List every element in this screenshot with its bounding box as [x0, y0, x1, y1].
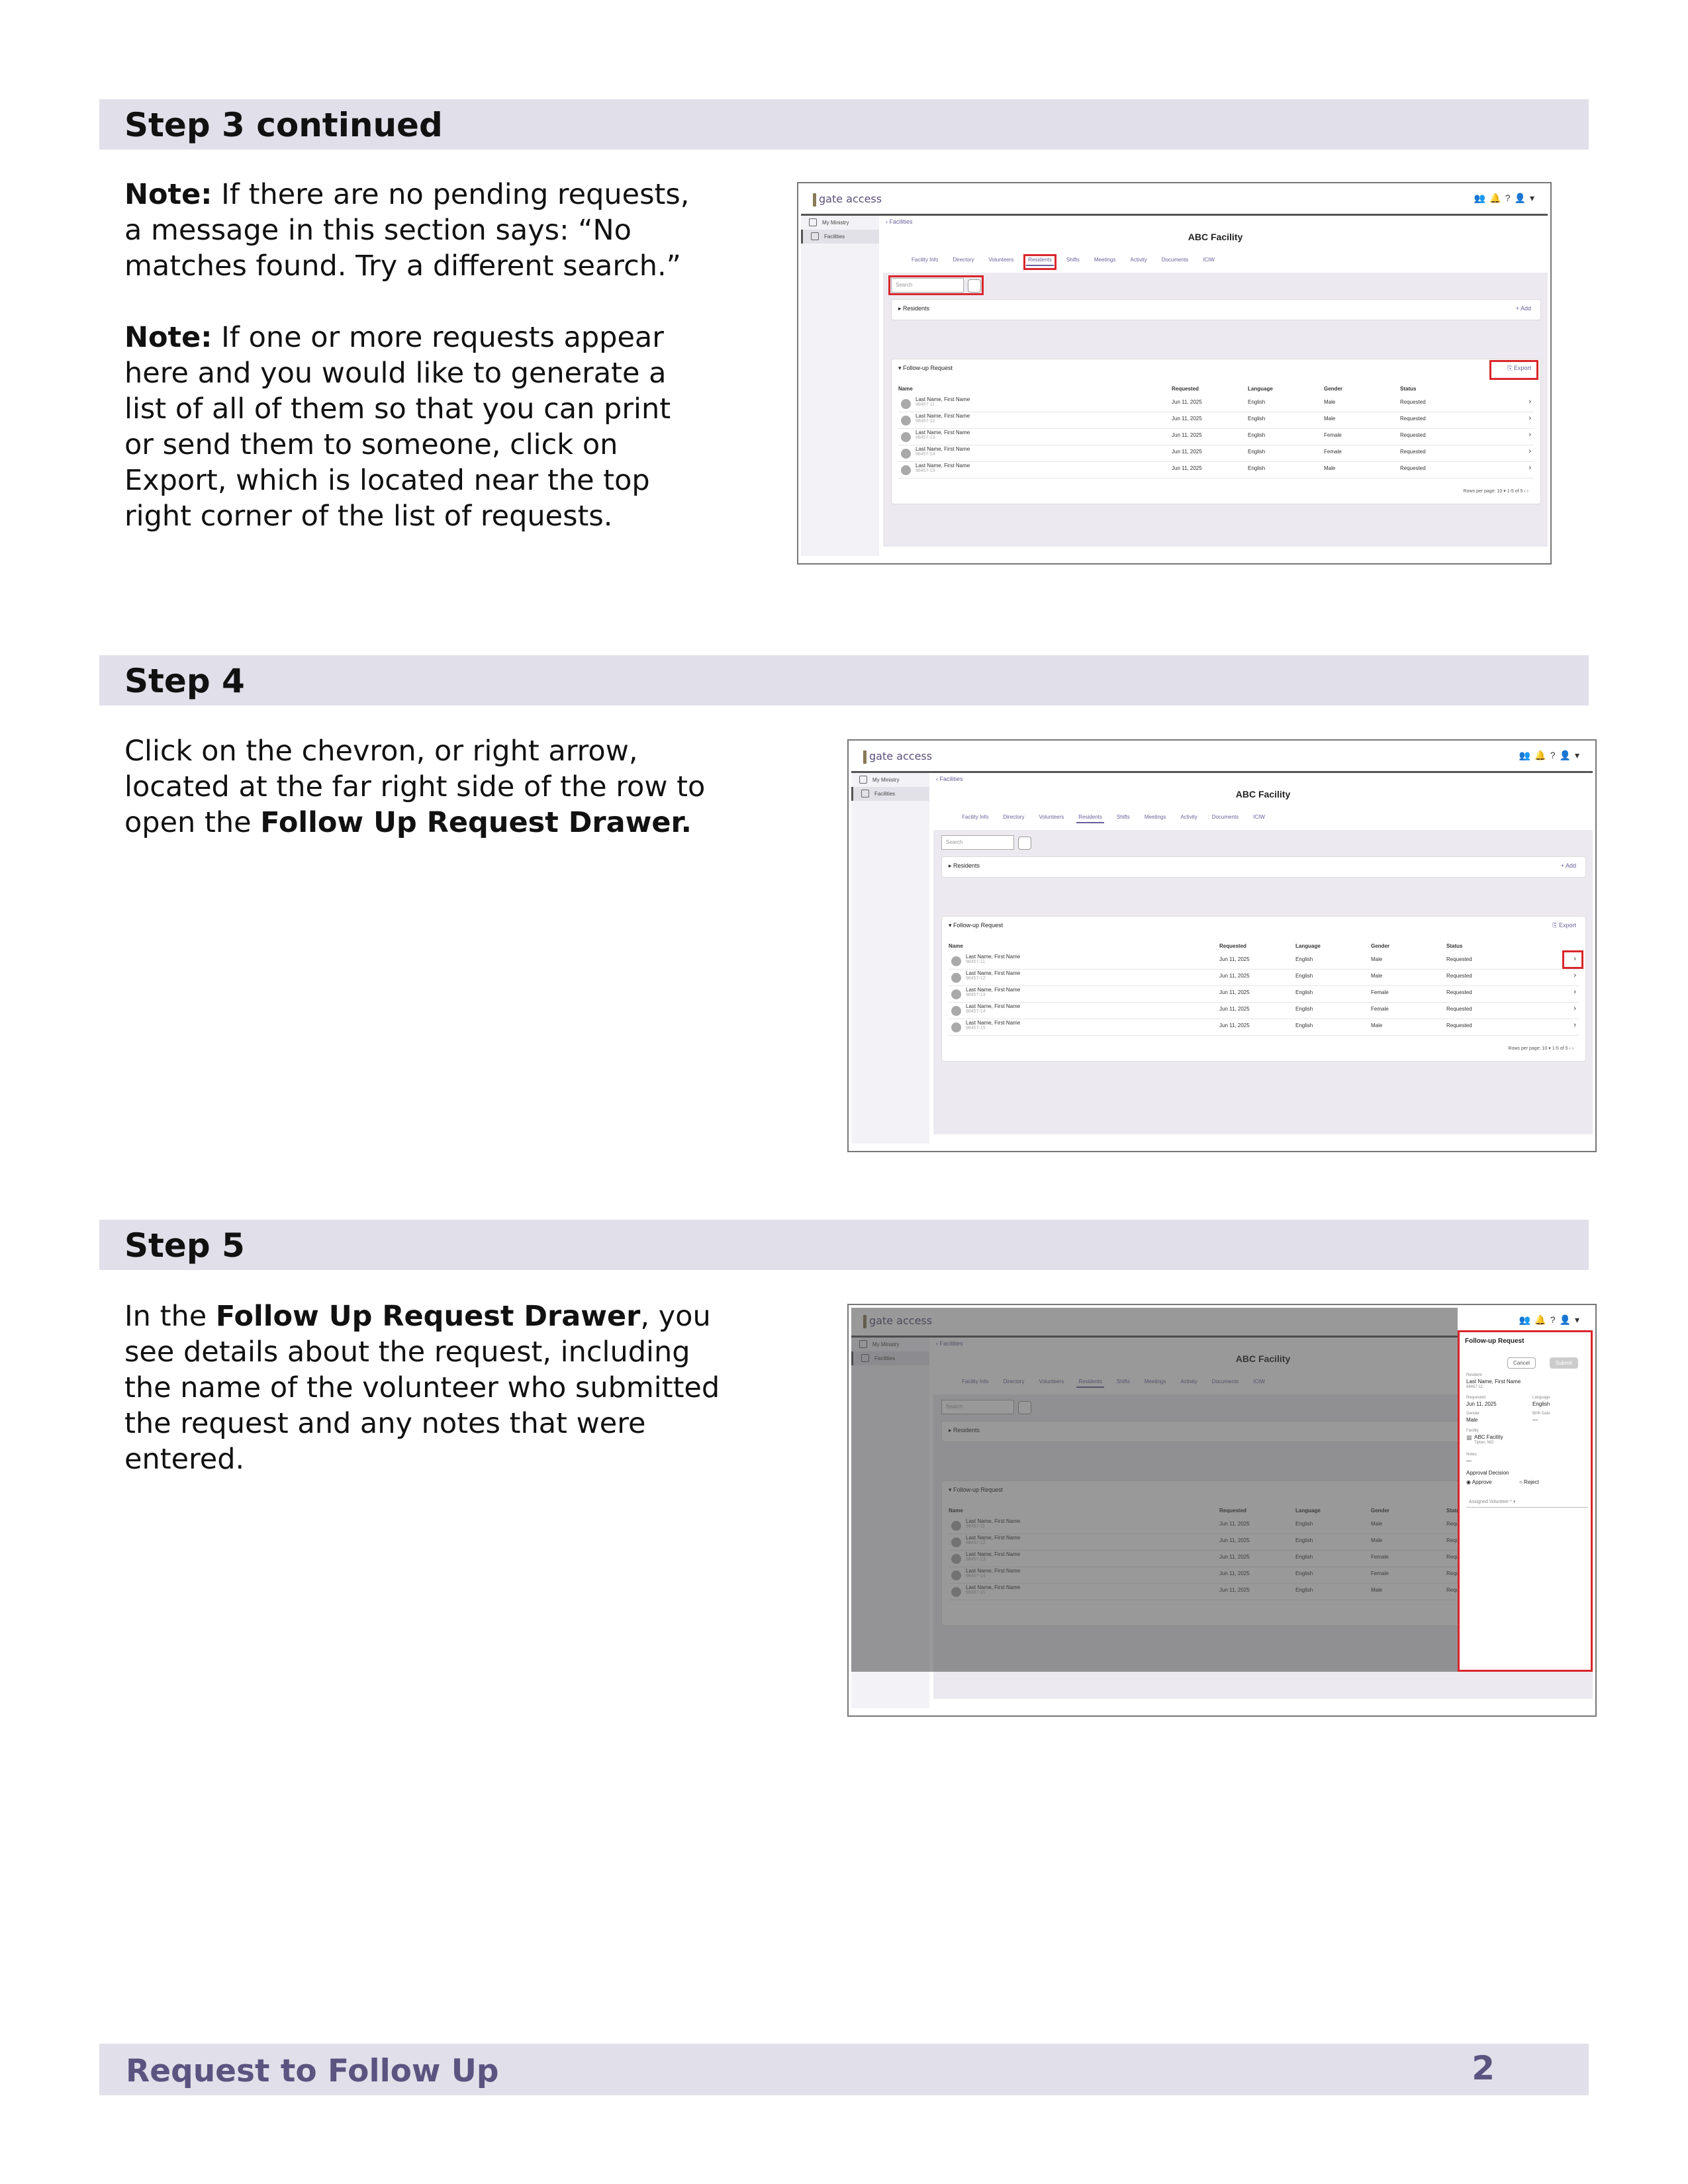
avatar-icon [951, 1023, 961, 1032]
highlight-search [888, 275, 984, 295]
step4-body [124, 733, 707, 876]
table-row[interactable] [898, 461, 1534, 478]
content-area [883, 273, 1548, 547]
resident-id: 98457-13 [966, 993, 986, 997]
cell-language: English [1295, 1006, 1313, 1012]
step5-body [124, 1298, 720, 1513]
step3-note1 [124, 177, 707, 284]
chevron-right-icon[interactable]: › [1573, 955, 1576, 963]
cell-language: English [1248, 432, 1266, 438]
cell-language: English [1295, 1023, 1313, 1028]
avatar-icon [951, 956, 961, 966]
tab-facility-info[interactable]: Facility Info [962, 814, 989, 820]
rows-per-page-select[interactable]: 10 ▾ [1542, 1046, 1552, 1051]
resident-id: 98457-14 [915, 452, 935, 457]
app-topbar [801, 186, 1548, 216]
add-button[interactable]: + Add [1560, 862, 1576, 869]
app-sidebar [851, 773, 929, 1144]
facility-title: ABC Facility [1188, 232, 1243, 242]
cell-requested: Jun 11, 2025 [1219, 973, 1250, 979]
cell-gender: Male [1324, 465, 1336, 471]
tab-meetings[interactable]: Meetings [1094, 257, 1116, 263]
table-row[interactable] [949, 969, 1579, 986]
help-icon[interactable]: ? [1550, 750, 1560, 760]
cell-language: English [1248, 465, 1266, 471]
cancel-button[interactable]: Cancel [1507, 1357, 1536, 1369]
residents-card [941, 856, 1586, 878]
residents-card [891, 299, 1541, 320]
step5-heading: Step 5 [124, 1226, 245, 1265]
highlight-export [1489, 360, 1538, 380]
cell-requested: Jun 11, 2025 [1219, 1006, 1250, 1012]
chevron-right-icon[interactable]: › [1528, 414, 1531, 422]
cell-requested: Jun 11, 2025 [1219, 956, 1250, 962]
avatar-icon [901, 432, 911, 442]
assigned-volunteer-select[interactable]: Assigned Volunteer * ▾ [1466, 1496, 1588, 1508]
building-icon: ▦ [1466, 1434, 1472, 1441]
sidebar-item-label: Facilities [824, 234, 845, 240]
breadcrumb[interactable]: ‹ Facilities [936, 776, 963, 782]
cell-status: Requested [1400, 449, 1426, 455]
sidebar-item-facilities[interactable] [851, 787, 929, 801]
column-header-requested: Requested [1219, 943, 1246, 949]
step3-header-band [99, 99, 1589, 150]
drawer-language-label: Language [1532, 1396, 1550, 1400]
column-header-name: Name [949, 943, 963, 949]
cell-gender: Male [1371, 1023, 1383, 1028]
bell-icon[interactable]: 🔔 [1534, 750, 1550, 760]
step5-text-plain-after: , you see details about the request, including the name of the volunteer who submitted the request and any notes that were entered. [124, 1300, 720, 1476]
table-row[interactable] [949, 952, 1579, 970]
cell-gender: Male [1371, 956, 1383, 962]
drawer-facility-value: ABC Facility [1474, 1434, 1503, 1440]
step4-text-plain: Click on the chevron, or right arrow, located at the far right side of the row to open the [124, 735, 706, 839]
chevron-right-icon[interactable]: › [1573, 972, 1576, 979]
chevron-right-icon[interactable]: › [1573, 988, 1576, 996]
sidebar-item-facilities[interactable] [801, 230, 879, 244]
avatar-icon [901, 416, 911, 426]
step5-text-plain: In the [124, 1300, 216, 1333]
resident-name: Last Name, First Name 98457-11 [915, 396, 970, 407]
app-sidebar [801, 216, 879, 556]
cell-status: Requested [1446, 989, 1472, 995]
cell-gender: Male [1324, 416, 1336, 422]
rows-per-page-select[interactable]: 10 ▾ [1497, 489, 1507, 494]
chevron-right-icon[interactable]: › [1573, 1021, 1576, 1029]
table-row[interactable] [898, 428, 1534, 445]
cell-gender: Female [1371, 989, 1389, 995]
tab-documents[interactable]: Documents [1211, 814, 1239, 820]
cell-requested: Jun 11, 2025 [1219, 1023, 1250, 1028]
cell-language: English [1295, 989, 1313, 995]
chevron-right-icon[interactable]: › [1528, 447, 1531, 455]
cell-language: English [1295, 956, 1313, 962]
sidebar-item-label: My Ministry [872, 777, 900, 783]
column-header-status: Status [1400, 386, 1417, 392]
step5-header-band [99, 1220, 1589, 1270]
search-input[interactable]: Search [941, 835, 1014, 850]
sidebar-item-label: My Ministry [822, 220, 849, 226]
tab-iciw[interactable]: ICIW [1203, 257, 1215, 263]
followup-drawer [1458, 1330, 1593, 1672]
sidebar-item-my-ministry[interactable] [851, 773, 929, 787]
app-window [851, 743, 1593, 1148]
pagination-range: 1-5 of 5 ‹ › [1552, 1046, 1573, 1051]
column-header-requested: Requested [1172, 386, 1199, 392]
step4-text-bold: Follow Up Request Drawer. [260, 806, 692, 839]
resident-name: Last Name, First Name 98457-14 [915, 446, 970, 457]
drawer-approval-decision-label: Approval Decision [1466, 1470, 1509, 1476]
tab-shifts[interactable]: Shifts [1116, 814, 1130, 820]
note-text: If there are no pending requests, a message in this section says: “No matches found. Try a different search.” [124, 178, 690, 283]
app-main [883, 216, 1548, 556]
modal-overlay [851, 1308, 1458, 1672]
resident-name: Last Name, First Name 98457-15 [915, 463, 970, 473]
drawer-notes-value: — [1466, 1458, 1472, 1464]
note-text: If one or more requests appear here and you would like to generate a list of all of them so that you can print or send them to someone, click on Export, which is located near the top right corner of the list of requests. [124, 321, 671, 533]
cell-gender: Female [1324, 449, 1342, 455]
cell-requested: Jun 11, 2025 [1172, 399, 1202, 405]
reject-radio[interactable]: ○ Reject [1519, 1479, 1539, 1485]
cell-requested: Jun 11, 2025 [1219, 989, 1250, 995]
step3-heading: Step 3 continued [124, 106, 443, 144]
bell-icon[interactable]: 🔔 [1534, 1314, 1550, 1325]
step3-note2 [124, 320, 707, 534]
tab-residents[interactable]: Residents [1076, 812, 1104, 823]
cell-gender: Male [1324, 399, 1336, 405]
table-row[interactable] [949, 1019, 1579, 1036]
table-row[interactable] [949, 985, 1579, 1003]
pagination [1509, 1046, 1573, 1051]
app-window [801, 186, 1548, 561]
chevron-right-icon[interactable]: › [1528, 398, 1531, 406]
tab-bar [960, 814, 1278, 820]
resident-id: 98457-15 [966, 1026, 986, 1030]
pagination-range: 1-5 of 5 ‹ › [1507, 489, 1528, 494]
cell-requested: Jun 11, 2025 [1172, 432, 1202, 438]
cell-requested: Jun 11, 2025 [1172, 465, 1202, 471]
avatar-icon [901, 465, 911, 475]
residents-header[interactable]: ▸ Residents [898, 305, 930, 312]
drawer-language-value: English [1532, 1401, 1550, 1407]
tab-shifts[interactable]: Shifts [1066, 257, 1080, 263]
step4-header-band [99, 655, 1589, 705]
users-icon[interactable]: 👥 [1474, 193, 1490, 203]
avatar-icon [901, 449, 911, 459]
screenshot-step5 [847, 1304, 1597, 1717]
cell-status: Requested [1446, 1006, 1472, 1012]
cell-language: English [1248, 399, 1266, 405]
breadcrumb[interactable]: ‹ Facilities [886, 218, 913, 225]
column-header-name: Name [898, 386, 913, 392]
drawer-gender-label: Gender [1466, 1412, 1480, 1416]
rows-per-page-label: Rows per page: [1463, 489, 1497, 494]
app-logo [813, 193, 882, 206]
top-icon-group [1519, 1314, 1583, 1326]
bell-icon[interactable]: 🔔 [1489, 193, 1505, 203]
content-area [933, 830, 1593, 1134]
add-button[interactable]: + Add [1515, 305, 1531, 312]
resident-name: Last Name, First Name 98457-12 [966, 970, 1021, 981]
tab-directory[interactable]: Directory [1003, 814, 1025, 820]
export-button[interactable]: ⎘ Export [1552, 922, 1576, 929]
column-header-language: Language [1295, 943, 1321, 949]
resident-id: 98457-14 [966, 1009, 986, 1014]
help-icon[interactable]: ? [1550, 1314, 1560, 1325]
cell-status: Requested [1446, 1023, 1472, 1028]
drawer-requested-value: Jun 11, 2025 [1466, 1401, 1497, 1407]
drawer-birth-date-value: — [1532, 1417, 1538, 1423]
tab-directory[interactable]: Directory [953, 257, 974, 263]
followup-header[interactable]: ▾ Follow-up Request [898, 365, 953, 371]
resident-name: Last Name, First Name 98457-12 [915, 413, 970, 424]
facility-icon [811, 232, 819, 240]
drawer-title: Follow-up Request [1465, 1338, 1524, 1345]
drawer-birth-date-label: Birth Date [1532, 1412, 1550, 1416]
logo-mark-icon [863, 751, 867, 764]
cell-status: Requested [1400, 416, 1426, 422]
column-header-gender: Gender [1371, 943, 1390, 949]
tab-activity[interactable]: Activity [1180, 814, 1197, 820]
export-button[interactable]: ⎘ Export [1507, 365, 1531, 371]
app-topbar [851, 743, 1593, 773]
sidebar-item-label: Facilities [874, 791, 896, 797]
drawer-resident-value: Last Name, First Name [1466, 1379, 1521, 1385]
screenshot-step3 [797, 182, 1552, 565]
tab-residents[interactable]: Residents [1026, 255, 1054, 266]
search-icon[interactable] [1018, 837, 1031, 850]
tab-meetings[interactable]: Meetings [1144, 814, 1166, 820]
top-icon-group [1474, 193, 1538, 204]
resident-id: 98457-11 [915, 402, 935, 407]
drawer-facility-city: Tipton, MO [1474, 1441, 1494, 1445]
note-label: Note: [124, 178, 212, 211]
step3-body [124, 177, 707, 570]
table-row[interactable] [898, 395, 1534, 412]
tab-bar [910, 257, 1227, 263]
column-header-status: Status [1446, 943, 1463, 949]
facility-title: ABC Facility [1235, 789, 1291, 799]
tab-volunteers[interactable]: Volunteers [988, 257, 1014, 263]
tab-documents[interactable]: Documents [1161, 257, 1189, 263]
cell-status: Requested [1446, 973, 1472, 979]
highlight-chevron [1562, 950, 1583, 969]
note-label: Note: [124, 321, 212, 354]
app-logo [863, 750, 932, 764]
cell-status: Requested [1446, 956, 1472, 962]
table-row[interactable] [898, 412, 1534, 429]
cell-status: Requested [1400, 432, 1426, 438]
resident-name: Last Name, First Name 98457-11 [966, 954, 1021, 964]
step5-text-bold: Follow Up Request Drawer [215, 1300, 641, 1333]
page-number: 2 [1472, 2049, 1495, 2087]
column-header-language: Language [1248, 386, 1273, 392]
cell-language: English [1248, 416, 1266, 422]
ministry-icon [809, 218, 817, 226]
avatar-icon [951, 973, 961, 983]
logo-text: gate access [869, 750, 933, 762]
drawer-resident-label: Resident [1466, 1373, 1482, 1377]
facility-icon [861, 790, 869, 797]
column-header-gender: Gender [1324, 386, 1343, 392]
resident-id: 98457-13 [915, 435, 935, 440]
drawer-resident-id: 98457-11 [1466, 1385, 1483, 1389]
rows-per-page-label: Rows per page: [1508, 1046, 1542, 1051]
help-icon[interactable]: ? [1505, 193, 1515, 203]
users-icon[interactable]: 👥 [1519, 750, 1535, 760]
drawer-facility-label: Facility [1466, 1429, 1479, 1433]
highlight-residents-tab [1023, 254, 1056, 270]
logo-text: gate access [819, 193, 882, 205]
account-icon[interactable]: 👤▾ [1559, 1314, 1583, 1325]
drawer-gender-value: Male [1466, 1417, 1478, 1423]
account-icon[interactable]: 👤▾ [1559, 750, 1583, 760]
footer-band [99, 2044, 1589, 2095]
drawer-requested-label: Requested [1466, 1396, 1486, 1400]
search-input[interactable]: Search [891, 278, 964, 293]
followup-header[interactable]: ▾ Follow-up Request [949, 922, 1004, 929]
followup-card [941, 916, 1586, 1062]
ministry-icon [859, 776, 867, 784]
table-row[interactable] [898, 445, 1534, 462]
app-main [933, 773, 1593, 1144]
cell-gender: Female [1371, 1006, 1389, 1012]
avatar-icon [951, 1006, 961, 1016]
chevron-right-icon[interactable]: › [1528, 431, 1531, 439]
account-icon[interactable]: 👤▾ [1514, 193, 1538, 203]
screenshot-step4 [847, 739, 1597, 1152]
approve-radio[interactable]: ◉ Approve [1466, 1479, 1492, 1485]
users-icon[interactable]: 👥 [1519, 1314, 1535, 1325]
footer-title: Request to Follow Up [126, 2053, 499, 2089]
cell-gender: Female [1324, 432, 1342, 438]
tab-iciw[interactable]: ICIW [1253, 814, 1265, 820]
sidebar-item-my-ministry[interactable] [801, 216, 879, 230]
resident-id: 98457-12 [966, 976, 986, 981]
cell-language: English [1295, 973, 1313, 979]
cell-gender: Male [1371, 973, 1383, 979]
chevron-right-icon[interactable]: › [1528, 464, 1531, 472]
cell-requested: Jun 11, 2025 [1172, 449, 1202, 455]
resident-name: Last Name, First Name 98457-14 [966, 1003, 1021, 1014]
chevron-right-icon[interactable]: › [1573, 1005, 1576, 1013]
avatar-icon [951, 989, 961, 999]
cell-requested: Jun 11, 2025 [1172, 416, 1202, 422]
resident-id: 98457-11 [966, 960, 986, 964]
avatar-icon [901, 399, 911, 409]
step4-heading: Step 4 [124, 662, 245, 700]
step4-text [124, 733, 707, 841]
resident-name: Last Name, First Name 98457-13 [966, 987, 1021, 997]
cell-status: Requested [1400, 399, 1426, 405]
resident-id: 98457-15 [915, 469, 935, 473]
step5-text [124, 1298, 720, 1477]
tab-volunteers[interactable]: Volunteers [1039, 814, 1064, 820]
residents-header[interactable]: ▸ Residents [949, 862, 980, 869]
drawer-notes-label: Notes [1466, 1453, 1477, 1457]
tab-activity[interactable]: Activity [1130, 257, 1147, 263]
top-icon-group [1519, 750, 1583, 761]
resident-name: Last Name, First Name 98457-15 [966, 1020, 1021, 1030]
pagination [1464, 488, 1528, 494]
followup-card [891, 359, 1541, 504]
resident-name: Last Name, First Name 98457-13 [915, 430, 970, 440]
resident-id: 98457-12 [915, 419, 935, 424]
cell-language: English [1248, 449, 1266, 455]
submit-button[interactable]: Submit [1550, 1357, 1578, 1369]
logo-mark-icon [813, 193, 816, 206]
table-row[interactable] [949, 1002, 1579, 1019]
tab-facility-info[interactable]: Facility Info [912, 257, 939, 263]
cell-status: Requested [1400, 465, 1426, 471]
